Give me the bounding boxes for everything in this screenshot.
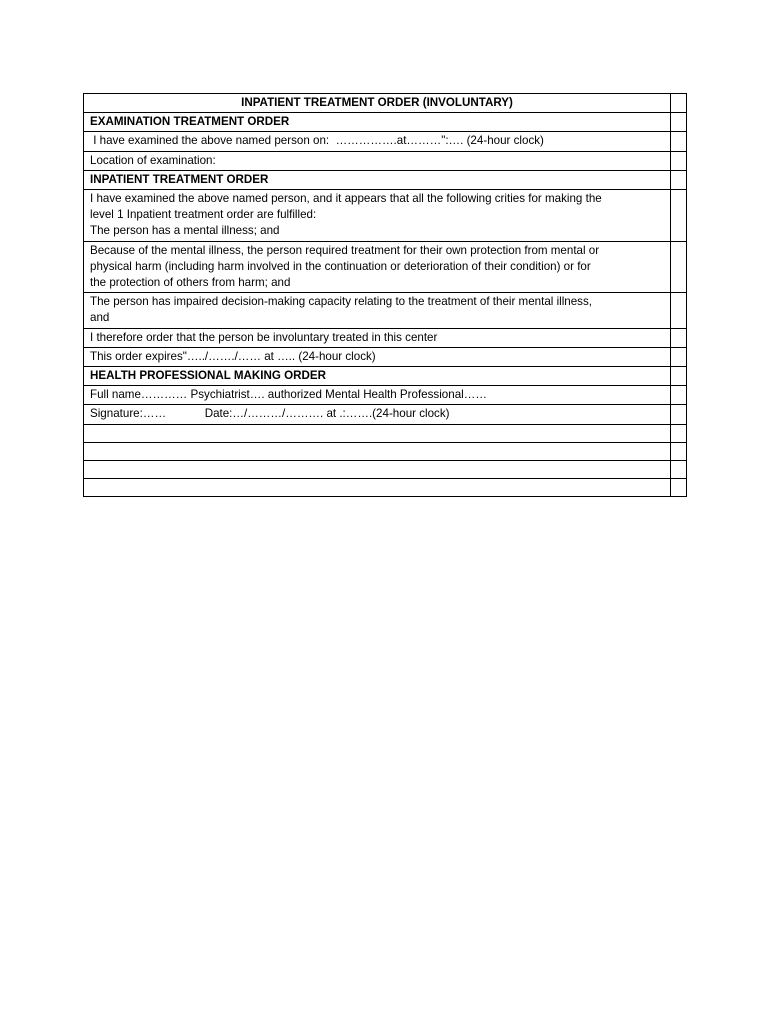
side-cell [671, 328, 687, 347]
signature-field: Signature:…… Date:…/………/………. at .:…….(24-hour clock) [84, 405, 671, 424]
empty-cell [84, 460, 671, 478]
side-cell [671, 241, 687, 293]
location-field: Location of examination: [84, 151, 671, 170]
criteria-protection-line: physical harm (including harm involved in the continuation or deterioration of their condition) or for [90, 259, 591, 273]
criteria-protection-line: Because of the mental illness, the person required treatment for their own protection from mental or [90, 243, 600, 257]
criteria-protection [84, 241, 671, 293]
full-name-row [84, 386, 687, 405]
signature-row [84, 405, 687, 424]
location-row [84, 151, 687, 170]
criteria-capacity-line: and [90, 311, 110, 325]
inpatient-heading-row [84, 170, 687, 189]
criteria-intro [84, 190, 671, 242]
criteria-mental-illness-line: The person has a mental illness; and [90, 224, 280, 238]
side-cell [671, 132, 687, 151]
side-cell [671, 151, 687, 170]
form-title-row [84, 94, 687, 113]
side-cell [671, 386, 687, 405]
side-cell [671, 478, 687, 496]
side-cell [671, 347, 687, 366]
criteria-protection-line: the protection of others from harm; and [90, 276, 291, 290]
side-cell [671, 405, 687, 424]
empty-row [84, 460, 687, 478]
criteria-capacity-line: The person has impaired decision-making capacity relating to the treatment of their mental illness, [90, 295, 593, 309]
exam-statement-row [84, 132, 687, 151]
expiry-field: This order expires"…../……./…… at ….. (24-hour clock) [84, 347, 671, 366]
order-statement: I therefore order that the person be involuntary treated in this center [84, 328, 671, 347]
inpatient-heading: INPATIENT TREATMENT ORDER [84, 170, 671, 189]
criteria-capacity-row [84, 293, 687, 328]
empty-cell [84, 424, 671, 442]
exam-heading: EXAMINATION TREATMENT ORDER [84, 113, 671, 132]
exam-heading-row [84, 113, 687, 132]
order-statement-row [84, 328, 687, 347]
empty-row [84, 442, 687, 460]
criteria-protection-row [84, 241, 687, 293]
side-cell [671, 460, 687, 478]
side-cell [671, 190, 687, 242]
expiry-row [84, 347, 687, 366]
criteria-intro-row [84, 190, 687, 242]
side-cell [671, 113, 687, 132]
empty-row [84, 424, 687, 442]
full-name-field: Full name………… Psychiatrist…. authorized Mental Health Professional…… [84, 386, 671, 405]
empty-cell [84, 478, 671, 496]
professional-heading: HEALTH PROFESSIONAL MAKING ORDER [84, 367, 671, 386]
empty-row [84, 478, 687, 496]
side-cell [671, 293, 687, 328]
professional-heading-row [84, 367, 687, 386]
side-cell [671, 424, 687, 442]
exam-statement: I have examined the above named person on: …………….at………":…. (24-hour clock) [84, 132, 671, 151]
criteria-intro-line: level 1 Inpatient treatment order are fulfilled: [90, 208, 317, 222]
side-cell [671, 170, 687, 189]
criteria-capacity [84, 293, 671, 328]
criteria-intro-line: I have examined the above named person, and it appears that all the following crities for making the [90, 192, 602, 206]
side-cell [671, 367, 687, 386]
side-cell [671, 94, 687, 113]
form-title: INPATIENT TREATMENT ORDER (INVOLUNTARY) [84, 94, 671, 113]
side-cell [671, 442, 687, 460]
inpatient-treatment-order-form [83, 93, 687, 497]
empty-cell [84, 442, 671, 460]
